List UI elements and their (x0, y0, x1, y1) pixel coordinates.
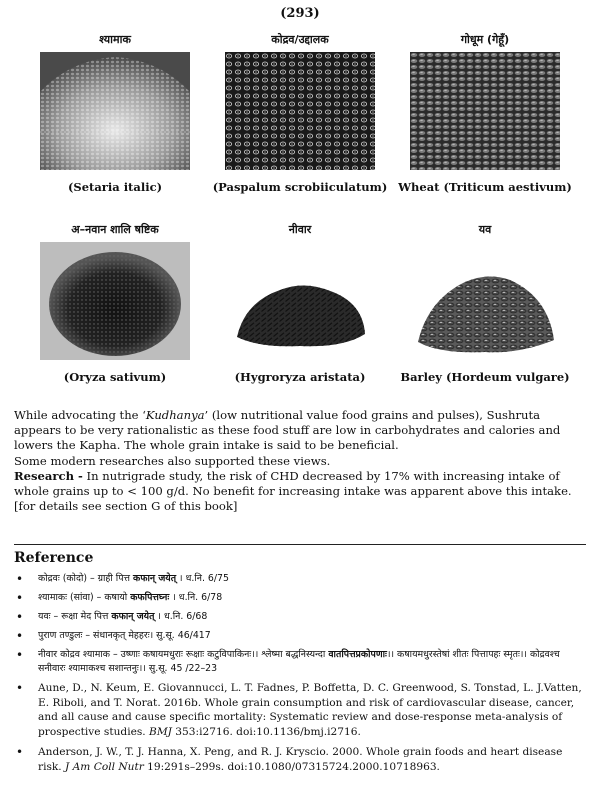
shyamak-photo (40, 52, 190, 170)
grain-figure-rice (30, 222, 200, 384)
grain-figure-nivar (215, 222, 385, 384)
grain-heading: अ–नवान शालि षष्टिक (71, 223, 159, 236)
reference-sanskrit-item (14, 610, 586, 624)
section-divider (14, 544, 586, 545)
citation-text: Aune, D., N. Keum, E. Giovannucci, L. T. Fadnes, P. Boffetta, D. C. Greenwood, S. Tonstad, L. J.Vatten, E. Riboli, and T. Norat. 2016b. Whole grain consumption and risk of cardiovascular disease, cancer, and all cause and cause specific mortality: Systematic review and dose-response meta-analysis of prospective studies. (38, 682, 582, 738)
wheat-photo (410, 52, 560, 170)
ref-text: श्यामाकः (सांवा) – कषायो (38, 592, 131, 603)
reference-citation (14, 681, 586, 739)
grain-figure-kodrav (212, 32, 388, 194)
ref-bold-text: वातपित्तप्रकोपणाः (328, 649, 387, 660)
research-text: In nutrigrade study, the risk of CHD decreased by 17% with increasing intake of whole grains up to < 100 g/d. No benefit for increasing intake was apparent above this intake. [for details see section G of this book] (14, 468, 572, 514)
grain-heading: गोधूम (गेहूँ) (460, 33, 510, 46)
grain-figure-barley (400, 222, 570, 384)
grain-caption: Wheat (Triticum aestivum) (398, 180, 572, 194)
grain-image-grid (30, 32, 570, 384)
ref-source: । ध.नि. 6/78 (169, 592, 223, 603)
kudhanya-paragraph (14, 408, 586, 454)
grain-row-1 (30, 32, 570, 194)
ref-text: पुराण तण्डुलः – संधानकृत् मेहहरः। सु.सू. 46/417 (38, 630, 211, 641)
kodrav-photo (225, 52, 375, 170)
ref-source: ।। कषायमधुरस्तेषां शीतः पित्तापहः स्मृतः।। कोद्रवश्च सनीवारः श्यामाकश्च सशान्तनुः।। सु.सू. 45 /22–23 (38, 649, 560, 674)
grain-figure-wheat (400, 32, 570, 194)
reference-sanskrit-item (14, 572, 586, 586)
para1-post: ’ (low nutritional value food grains and pulses), Sushruta appears to be very rationalistic as these food stuff are low in carbohydrates and calories and lowers the Kapha. The whole grain intake is said to be beneficial. (14, 408, 561, 453)
citation-journal: BMJ (149, 725, 172, 738)
research-label: Research - (14, 468, 83, 483)
grain-caption: (Paspalum scrobiiculatum) (212, 180, 388, 194)
rice-photo (40, 242, 190, 360)
ref-bold-text: कफपित्तघ्नः (130, 592, 170, 603)
ref-text: नीवार कोद्रव श्यामाक – उष्णाः कषायमधुराः रूक्षाः कटुविपाकिनः।। श्लेष्मा बद्धनिस्यन्दा (38, 649, 329, 660)
citation-journal: J Am Coll Nutr (65, 760, 144, 773)
grain-caption: (Oryza sativum) (63, 370, 167, 384)
citation-doi: 19:291s–299s. doi:10.1080/07315724.2000.10718963. (143, 760, 440, 773)
grain-row-2 (30, 222, 570, 384)
para1-pre: While advocating the ‘ (14, 408, 146, 422)
reference-sanskrit-item (14, 629, 586, 643)
modern-research-paragraph: Some modern researches also supported these views. (14, 453, 331, 468)
citation-doi: 353:i2716. doi:10.1136/bmj.i2716. (171, 725, 361, 738)
reference-citation (14, 745, 586, 774)
ref-text: यवः – रूक्षा मेद पित्त (38, 611, 112, 622)
nivar-photo (225, 242, 375, 360)
grain-heading: नीवार (288, 223, 312, 236)
research-paragraph (14, 469, 586, 515)
kudhanya-term: Kudhanya (145, 408, 205, 422)
grain-figure-shyamak (30, 32, 200, 194)
ref-text: कोद्रवः (कोदो) – ग्राही पित्त (38, 573, 134, 584)
ref-bold-text: कफान् जयेत् (111, 611, 155, 622)
citation-text: Anderson, J. W., T. J. Hanna, X. Peng, and R. J. Kryscio. 2000. Whole grain foods and heart disease risk. (38, 746, 563, 773)
body-text (14, 408, 586, 514)
reference-sanskrit-item (14, 591, 586, 605)
barley-photo (410, 242, 560, 360)
ref-source: । ध.नि. 6/68 (154, 611, 208, 622)
grain-caption: (Setaria italic) (67, 180, 163, 194)
ref-source: । ध.नि. 6/75 (176, 573, 229, 584)
grain-heading: यव (478, 223, 492, 236)
reference-heading: Reference (14, 550, 94, 566)
grain-caption: Barley (Hordeum vulgare) (400, 370, 570, 384)
page-number: (293) (280, 6, 320, 21)
reference-list (14, 572, 586, 780)
grain-heading: कोद्रव/उद्दालक (271, 33, 329, 46)
reference-sanskrit-item (14, 648, 586, 676)
grain-heading: श्यामाक (99, 33, 131, 46)
ref-bold-text: कफान् जयेत् (133, 573, 177, 584)
grain-caption: (Hygroryza aristata) (234, 370, 366, 384)
